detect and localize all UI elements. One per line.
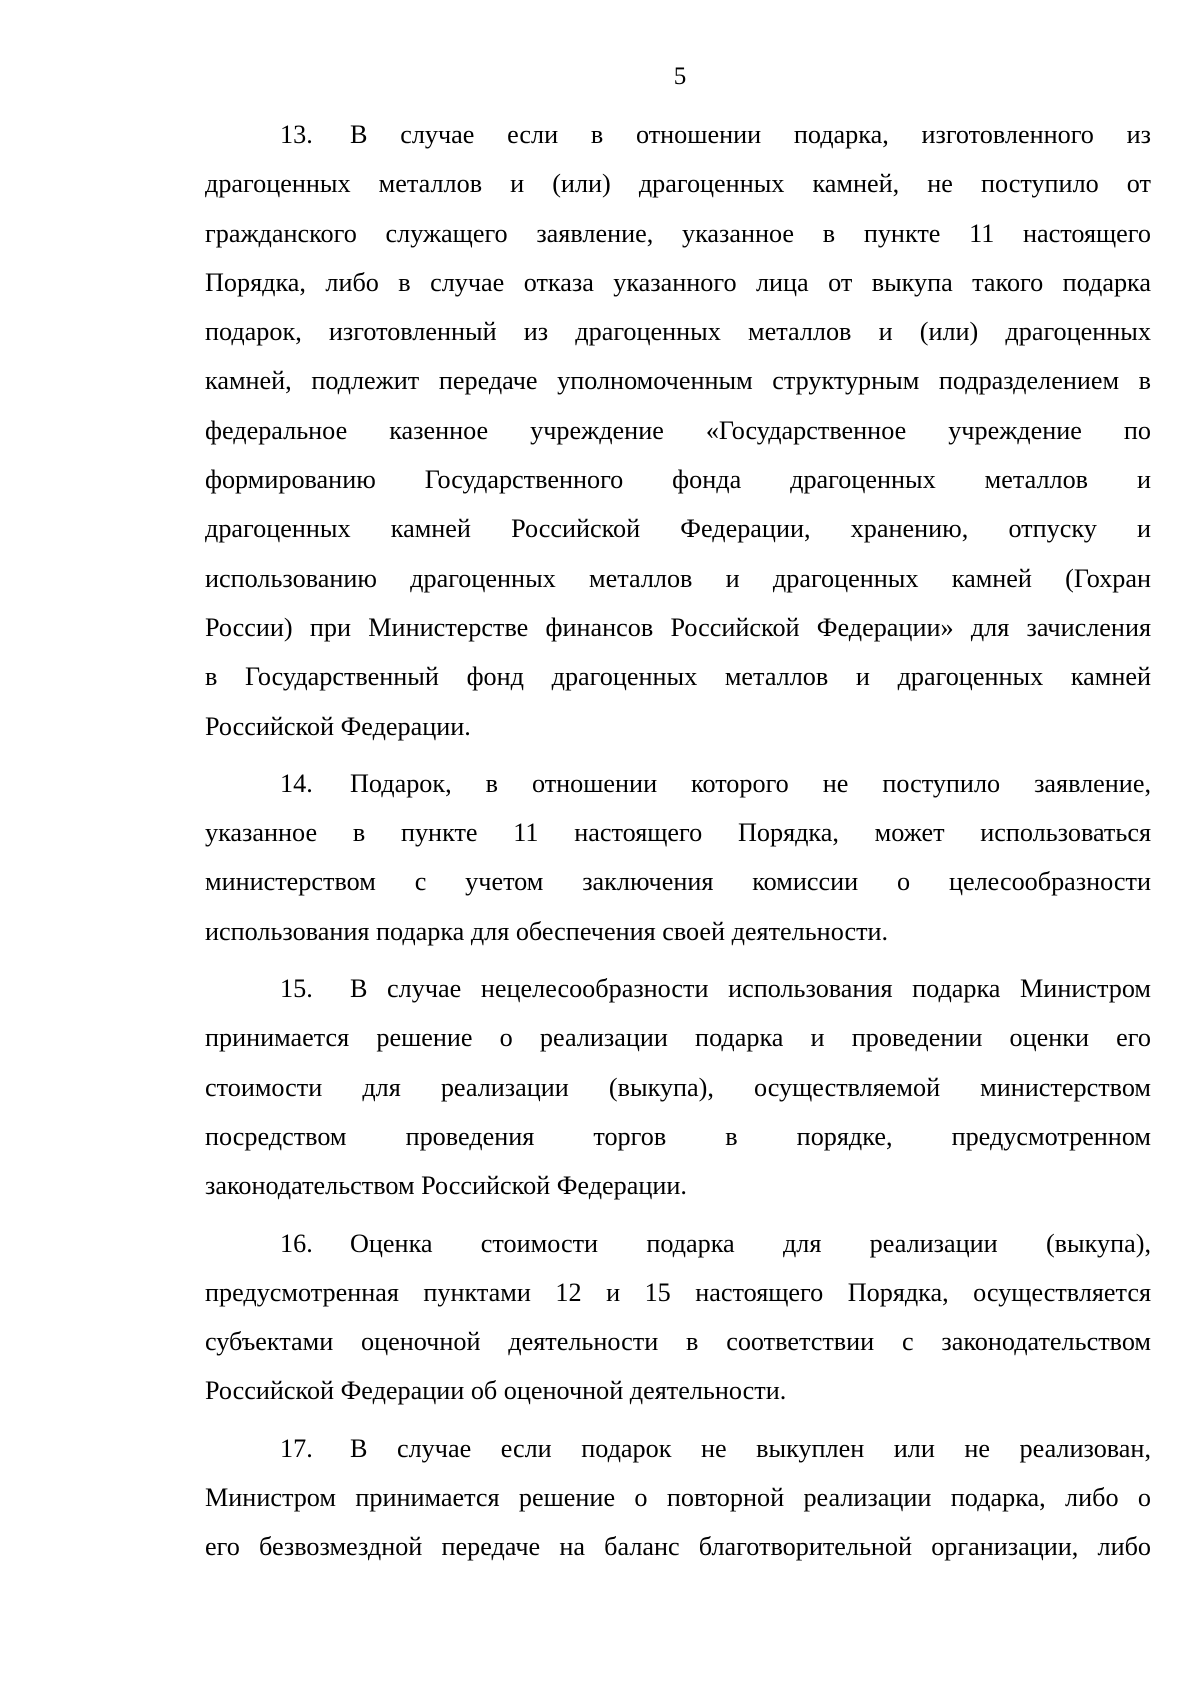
paragraph-line: принимается решение о реализации подарка и проведении оценки его [205, 1023, 1151, 1053]
paragraph-line: 17. В случае если подарок не выкуплен или не реализован, [205, 1424, 1151, 1473]
page-number: 5 [673, 63, 687, 90]
paragraph-line: гражданского служащего заявление, указанное в пункте 11 настоящего [205, 218, 1151, 248]
paragraph-line: посредством проведения торгов в порядке, предусмотренном [205, 1121, 1151, 1151]
paragraph-15 [205, 964, 1151, 1210]
paragraph-line: использования подарка для обеспечения своей деятельности. [205, 916, 889, 946]
paragraph-line: Российской Федерации об оценочной деятельности. [205, 1376, 787, 1406]
paragraph-number: 16. [280, 1228, 313, 1258]
paragraph-13 [205, 110, 1151, 751]
paragraph-line: 15. В случае нецелесообразности использования подарка Министром [205, 964, 1151, 1013]
paragraph-number: 17. [280, 1433, 313, 1463]
paragraph-line: федеральное казенное учреждение «Государственное учреждение по [205, 415, 1151, 445]
paragraph-17 [205, 1424, 1151, 1572]
paragraph-number: 13. [280, 120, 313, 149]
paragraph-line: субъектами оценочной деятельности в соответствии с законодательством [205, 1327, 1151, 1357]
paragraph-line: России) при Министерстве финансов Российской Федерации» для зачисления [205, 612, 1151, 642]
paragraph-16 [205, 1219, 1151, 1416]
paragraph-line: камней, подлежит передаче уполномоченным структурным подразделением в [205, 366, 1151, 396]
paragraph-line: указанное в пункте 11 настоящего Порядка, может использоваться [205, 818, 1151, 848]
paragraph-line: законодательством Российской Федерации. [205, 1171, 687, 1201]
paragraph-number: 15. [280, 974, 313, 1004]
paragraph-line: драгоценных металлов и (или) драгоценных камней, не поступило от [205, 169, 1151, 199]
document-body [205, 110, 1151, 1572]
paragraph-line: предусмотренная пунктами 12 и 15 настоящего Порядка, осуществляется [205, 1277, 1151, 1307]
paragraph-line: стоимости для реализации (выкупа), осуществляемой министерством [205, 1072, 1151, 1102]
paragraph-line: драгоценных камней Российской Федерации, хранению, отпуску и [205, 514, 1151, 544]
paragraph-line: использованию драгоценных металлов и драгоценных камней (Гохран [205, 563, 1151, 593]
paragraph-line: в Государственный фонд драгоценных металлов и драгоценных камней [205, 662, 1151, 692]
paragraph-14 [205, 759, 1151, 956]
paragraph-number: 14. [280, 768, 313, 798]
paragraph-line: его безвозмездной передаче на баланс благотворительной организации, либо [205, 1532, 1151, 1562]
paragraph-line: Порядка, либо в случае отказа указанного лица от выкупа такого подарка [205, 267, 1151, 297]
paragraph-line: министерством с учетом заключения комиссии о целесообразности [205, 867, 1151, 897]
paragraph-line: 14. Подарок, в отношении которого не поступило заявление, [205, 759, 1151, 808]
paragraph-line: Министром принимается решение о повторной реализации подарка, либо о [205, 1483, 1151, 1513]
paragraph-line: подарок, изготовленный из драгоценных металлов и (или) драгоценных [205, 317, 1151, 347]
paragraph-line: 16. Оценка стоимости подарка для реализации (выкупа), [205, 1219, 1151, 1268]
paragraph-line: формированию Государственного фонда драгоценных металлов и [205, 465, 1151, 495]
paragraph-line: Российской Федерации. [205, 711, 471, 741]
paragraph-line: 13. В случае если в отношении подарка, изготовленного из [205, 110, 1151, 159]
